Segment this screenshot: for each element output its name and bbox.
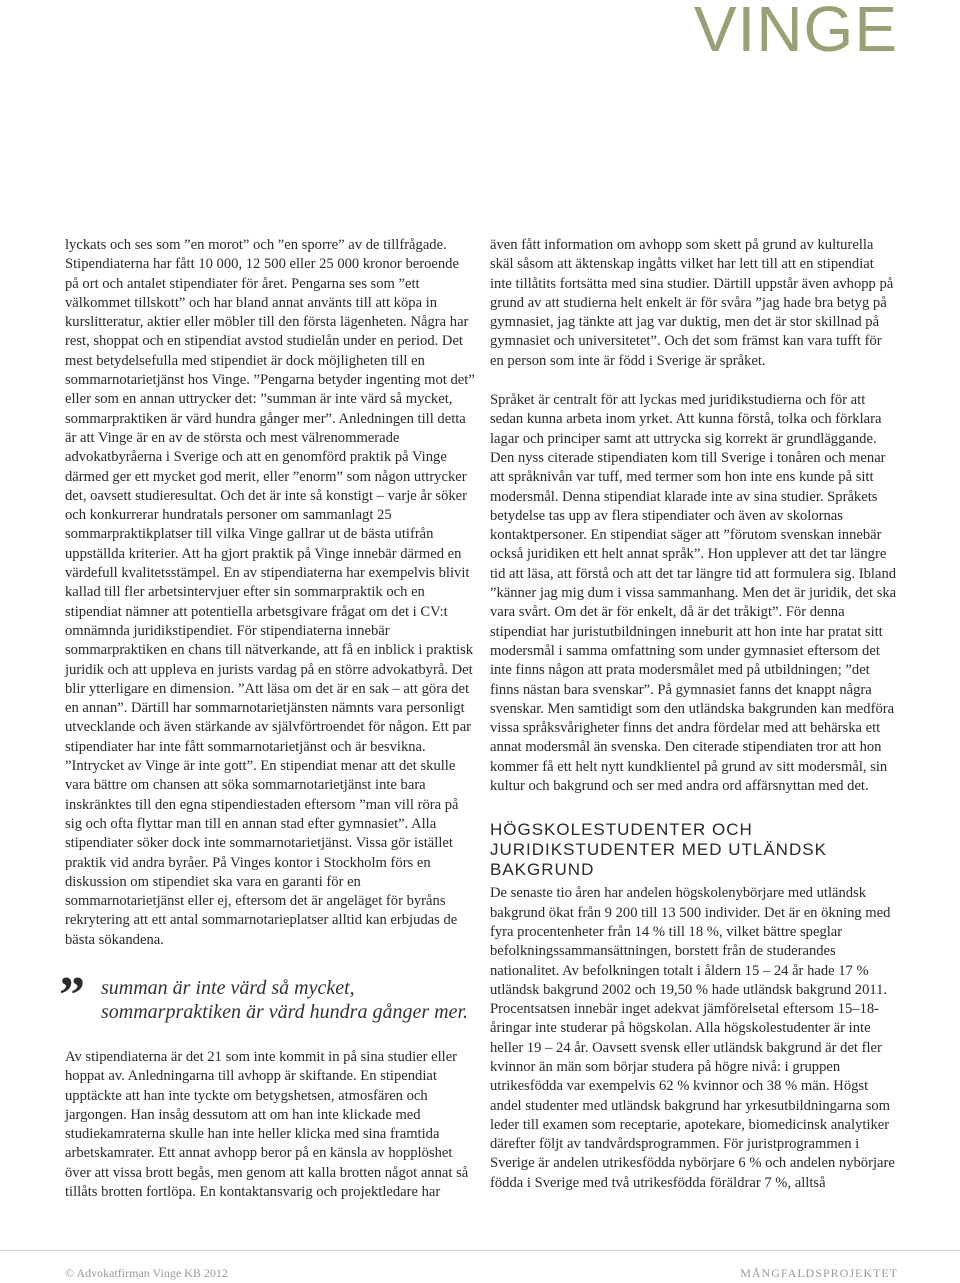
body-paragraph: lyckats och ses som ”en morot” och ”en sporre” av de tillfrågade. Stipendiaterna har fått 10 000, 12 500 eller 25 000 kronor beroende på ort och antalet stipendiater för året. Pengarna ses som ”ett välkommet tillskott” och har bland annat använts till att köpa in kurslitteratur, aktier eller möbler till den första lägenheten. Några har rest, shoppat och en stipendiat avstod studielån under en period. Det mest betydelsefulla med stipendiet är dock möjligheten till en sommarnotarietjänst hos Vinge. ”Pengarna betyder ingenting mot det” eller som en annan uttrycker det: ”summan är inte värd så mycket, sommarpraktiken är värd hundra gånger mer”. Anledningen till detta är att Vinge är en av de största och mest välrenommerade advokatbyråerna i Sverige och att en genomförd praktik på Vinge därmed ger ett mycket god merit, eller ”enorm” som någon uttrycker det, oavsett studieresultat. Och det är inte så konstigt – varje år söker och konkurrerar hundratals personer om sammanlagt 25 sommarpraktikplatser till vilka Vinge gallrar ut de bästa utifrån uppställda kriterier. Att ha gjort praktik på Vinge innebär därmed en värdefull kvalitetsstämpel. En av stipendiaterna har exempelvis blivit kallad till fler arbetsintervjuer efter sin sommarpraktik och en stipendiat nämner att potentiella arbetsgivare frågat om det i CV:t omnämnda juridikstipendiet. För stipendiaterna innebär sommarpraktiken en chans till nätverkande, att få en inblick i praktisk juridik och att uppleva en jurists vardag på en större advokatbyrå. Det blir ytterligare en dimension. ”Att läsa om det är en sak – att göra det en annan”. Därtill har sommarnotarietjänsten nämnts vara personligt utvecklande och även stärkande av självförtroendet för någon. Ett par stipendiater har inte fått sommarnotarietjänst och är besvikna. ”Intrycket av Vinge är inte gott”. En stipendiat menar att det skulle vara bättre om chansen att söka sommarnotarietjänst inte bara inskränktes till den egna stipendiestaden eftersom ”man vill röra på sig och ofta flyttar man till en annan stad efter gymnasiet”. Alla stipendiater söker dock inte sommarnotarietjänst. Vissa gör istället praktik vid andra byråer. På Vinges kontor i Stockholm förs en diskussion om stipendiet ska vara en garanti för en sommarnotarietjänst eller ej, eftersom det är angeläget för byråns rekrytering att ett antal sommarnotarieplatser alltid kan erbjudas de bästa sökandena. [65,237,475,948]
quote-mark-icon: ” [59,966,85,1024]
pull-quote [59,966,475,1024]
right-column [490,236,897,1193]
body-paragraph: även fått information om avhopp som skett på grund av kulturella skäl såsom att äktenskap ingåtts vilket har lett till att en stipendiat inte tillåtits fortsätta med sina studier. Därtill uppstår även avhopp på grund av att studierna helt enkelt är för svåra ”jag hade bra betyg på gymnasiet, jag tänkte att jag var duktig, men det är stor skillnad på gymnasiet och universitetet”. Och det som främst kan vara tufft för en person som inte är född i Sverige är språket. [490,237,894,369]
vinge-logo: VINGE [693,0,898,65]
footer-copyright: © Advokatfirman Vinge KB 2012 [65,1266,228,1280]
footer-divider [0,1250,960,1251]
footer-project-name: MÅNGFALDSPROJEKTET [740,1266,898,1280]
body-paragraph: Språket är centralt för att lyckas med juridikstudierna och för att sedan kunna arbeta inom yrket. Att kunna förstå, tolka och förklara lagar och principer samt att uttrycka sig korrekt är grundläggande. Den nyss citerade stipendiaten kom till Sverige i tonåren och menar att språknivån var tuff, med termer som hon inte ens kunde på sitt modersmål. Denna stipendiat klarade inte av sina studier. Språkets betydelse tas upp av flera stipendiater och även av skolornas kontaktpersoner. En stipendiat säger att ”förutom svenskan innebär också juridiken ett helt annat språk”. Hon upplever att det tar längre tid att läsa, att förstå och att det tar längre tid att formulera sig. Ibland ”känner jag mig dum i vissa sammanhang. Men det är juridik, det ska vara svårt. Om det är för enkelt, då är det tråkigt”. För denna stipendiat har juristutbildningen inneburit att hon inte har pratat sitt modersmål i samma omfattning som under gymnasiet eftersom det inte finns någon att prata modersmålet med på utbildningen; ”det finns nästan bara svenskar”. På gymnasiet fanns det knappt några svenskar. Men samtidigt som den utländska bakgrunden kan medföra vissa språksvårigheter finns det andra fördelar med att behärska ett annat modersmål än svenska. Den citerade stipendiaten tror att hon kommer få ett helt nytt kundklientel på grund av sitt modersmål, sin kultur och bakgrund och ser med andra ord affärsnyttan med det. [490,392,897,795]
body-paragraph: De senaste tio åren har andelen högskolenybörjare med utländsk bakgrund ökat från 9 200 till 13 500 individer. Det är en ökning med fyra procentenheter från 14 % till 18 %, vilket bättre speglar befolkningssammansättningen, borstett från de studerandes nationalitet. Av befolkningen totalt i åldern 15 – 24 år hade 17 % utländsk bakgrund 2002 och 19,50 % hade utländsk bakgrund 2011. Procentsatsen innebär inget adekvat jämförelsetal eftersom 15–18-åringar inte studerar på högskolan. Alla högskolestudenter är inte heller 19 – 24 år. Oavsett svensk eller utländsk bakgrund är det fler kvinnor än män som börjar studera på högre nivå: i gruppen utrikesfödda var exempelvis 62 % kvinnor och 38 % män. Högst andel studenter med utländsk bakgrund har yrkesutbildningarna som leder till examen som receptarie, apotekare, biomedicinsk analytiker därefter följt av tandvårdsprogrammen. För juristprogrammen i Sverige är andelen utrikesfödda nybörjare 6 % och andelen nybörjare födda i Sverige med två utrikesfödda föräldrar 7 %, alltså [490,885,895,1191]
pull-quote-text: summan är inte värd så mycket, sommarpraktiken är värd hundra gånger mer. [101,976,469,1023]
section-heading: HÖGSKOLESTUDENTER OCH JURIDIKSTUDENTER MED UTLÄNDSK BAKGRUND [490,820,827,880]
body-paragraph: Av stipendiaterna är det 21 som inte kommit in på sina studier eller hoppat av. Anledningarna till avhopp är skiftande. En stipendiat upptäckte att han inte tyckte om betygshetsen, atmosfären och jargongen. Han insåg dessutom att om han inte klickade med studiekamraterna skulle han inte heller klicka med sina framtida arbetskamrater. Ett annat avhopp beror på en känsla av hopplöshet över att vissa brott begås, men genom att kalla brotten något annat så tillåts brotten fortlöpa. En kontaktansvarig och projektledare har [65,1048,469,1201]
left-column [59,236,475,1202]
